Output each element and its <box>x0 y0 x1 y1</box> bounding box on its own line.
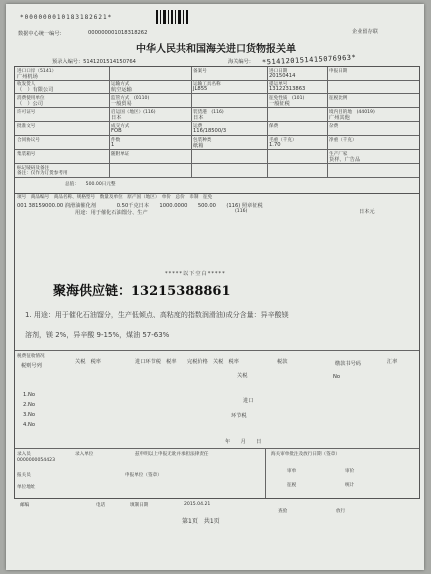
vehicle-name-value: JL855 <box>193 86 208 92</box>
packing-label: 包装种类 <box>193 138 212 143</box>
gross-weight-value: 1.70 <box>269 142 281 148</box>
tax-row-1: 1.No <box>23 392 36 398</box>
tax-col-duty-label: 关税 税率 <box>75 359 101 365</box>
stats-label: 统计 <box>345 483 355 488</box>
address-label: 邮编 <box>20 503 30 508</box>
import-port-value: 广州机场 <box>17 74 38 80</box>
entry-person-value: 0000000054423 <box>17 458 55 463</box>
gross-weight-label: 毛重（千克） <box>269 138 297 143</box>
entry-person-label: 录入员 <box>17 452 31 457</box>
consignee-label: 收发货人 <box>17 82 36 87</box>
entry-unit-label: 录入单位 <box>75 452 94 457</box>
barcode <box>156 10 190 24</box>
approval-label: 批准文号 <box>17 124 36 129</box>
misc-fee-label: 杂费 <box>329 124 339 129</box>
tax-date-line: 年 月 日 <box>225 439 262 445</box>
tax-col-rate-label: 汇率 <box>387 359 398 365</box>
audit-label: 审单 <box>287 469 297 474</box>
declarant-label: 报关员 <box>17 473 31 478</box>
consignee-value: （ ）有限公司 <box>17 87 54 93</box>
tax-nature-value: 一般征税 <box>269 101 290 107</box>
container-label: 集装箱号 <box>17 152 36 157</box>
tax-nature-label: 征免性质 (101) <box>269 96 305 101</box>
deal-method-label: 成交方式 <box>111 124 130 129</box>
page-indicator: 第1页 共1页 <box>182 518 220 525</box>
freight-label: 运费 <box>193 124 203 129</box>
import-date-label: 进口日期 <box>269 69 288 74</box>
customs-approval-label: 海关审单批注及放行日期（签章） <box>271 452 340 457</box>
freight-value: 116/18500/3 <box>193 128 227 134</box>
origin-country-value: 日本 <box>111 115 122 121</box>
marks-value: 备注：仅作为订货参考用 <box>17 171 68 176</box>
data-center-number-label: 数据中心统一编号： <box>18 31 65 37</box>
trade-mode-value: 一般贸易 <box>111 101 132 107</box>
tax-row-3: 3.No <box>23 412 36 418</box>
tax-method-label: 征税比例 <box>329 96 348 101</box>
purpose-note-line2: 溶剂，镁 2%，异辛酸 9-15%，煤油 57-63% <box>25 331 170 339</box>
customs-number-value: *514120151415076963* <box>261 53 357 67</box>
tax-section-header: 税费征收情况 <box>17 354 45 359</box>
goods-row-spec: 用途：用于催化石油馏分、生产 <box>75 210 148 216</box>
production-label: 生产厂家 <box>329 152 348 157</box>
loading-port-value: 日本 <box>193 115 204 121</box>
goods-table <box>14 192 420 499</box>
tax-row-4: 4.No <box>23 422 36 428</box>
stamp-label: 申报单位（签章） <box>125 473 162 478</box>
amount-value: 总值： 500.00日元整 <box>65 182 116 187</box>
marks-label: 标记唛码及备注 <box>17 166 50 171</box>
levy-label: 征税 <box>287 483 297 488</box>
origin-country-label: 启运国（地区）(116) <box>111 110 156 115</box>
destination-label: 境内目的地 (44019) <box>329 110 375 115</box>
release-label: 查验 <box>278 509 288 514</box>
tax-col-price-label: 完税价格 关税 税率 <box>187 359 239 365</box>
tax-no-label: No <box>333 374 341 380</box>
document-title: 中华人民共和国海关进口货物报关单 <box>136 44 296 55</box>
blank-notice: *****以下空白***** <box>165 271 226 277</box>
goods-header: 项号 商品编号 商品名称、规格型号 数量及单位 原产国（地区） 单价 总价 币制 征免 <box>17 195 213 200</box>
fill-date-label: 填制日期 <box>130 503 149 508</box>
declarant-unit-label: 单位地址 <box>17 485 36 490</box>
review-label: 审价 <box>345 469 355 474</box>
goods-row: 001 38159000.00 润滑油催化剂 0.50千克日本 1000.0000 500.00 (116) 照章征税 <box>17 203 263 209</box>
data-center-number-value: 000000001018318262 <box>88 30 148 36</box>
packing-value: 纸箱 <box>193 143 204 149</box>
pieces-label: 件数 <box>111 138 121 143</box>
copy-type: 企业留存联 <box>352 29 378 35</box>
purpose-note-line1: 1. 用途：用于催化石油馏分，生产低倾点、高粘度的指数润滑油)成分含量：异辛酸镁 <box>25 311 289 319</box>
import-date-value: 20150414 <box>269 73 296 79</box>
main-form-table <box>14 66 420 194</box>
consumer-label: 消费使用单位 <box>17 96 45 101</box>
tax-row-2: 2.No <box>23 402 36 408</box>
tax-col-ticket-label: 缴款书号码 <box>335 361 361 367</box>
documents-label: 随附单证 <box>111 152 130 157</box>
barcode-number: *000000010183182621* <box>20 14 113 21</box>
phone-label: 电话 <box>96 503 106 508</box>
license-label: 许可证号 <box>17 110 36 115</box>
consumer-value: （ ）公司 <box>17 101 43 107</box>
tax-col-tax-label: 税款 <box>277 359 288 365</box>
watermark-supply-chain: 聚海供应链：13215388861 <box>53 284 231 299</box>
goods-row-unit: (116) <box>235 209 248 214</box>
declare-date-label: 申报日期 <box>329 69 348 74</box>
declarant-statement: 兹申明以上申报无讹并承担法律责任 <box>135 452 209 457</box>
customs-declaration-document <box>6 4 424 570</box>
insurance-label: 保费 <box>269 124 279 129</box>
tax-duty-tax-label: 关税 <box>237 373 248 379</box>
bill-number-value: 13122313863 <box>269 86 306 92</box>
tax-col-vat-label: 进口环节税 税率 <box>135 359 177 365</box>
transport-mode-label: 运输方式 <box>111 82 130 87</box>
check-label: 放行 <box>336 509 346 514</box>
vehicle-name-label: 运输工具名称 <box>193 82 221 87</box>
contract-label: 合同协议号 <box>17 138 40 143</box>
pre-entry-number: 预录入编号：5141201514150764 <box>52 59 136 65</box>
net-weight-label: 净重（千克） <box>329 138 357 143</box>
destination-value: 广州其他 <box>329 115 350 121</box>
tax-ring-label: 环节税 <box>231 413 247 419</box>
pieces-value: 1 <box>111 142 115 148</box>
transport-mode-value: 航空运输 <box>111 87 132 93</box>
record-number-label: 备案号 <box>193 69 207 74</box>
trade-mode-label: 监管方式 (0110) <box>111 96 150 101</box>
fill-date-value: 2015.04.21 <box>184 502 211 507</box>
production-value: 货样、广告品 <box>329 157 361 163</box>
customs-number-label: 海关编号： <box>228 59 254 65</box>
goods-row-country: 日本元 <box>359 209 375 215</box>
import-port-label: 进口口岸（5141） <box>17 69 57 74</box>
tax-col-tax-number: 税则号列 <box>21 363 42 369</box>
tax-import-label: 进口 <box>243 398 254 404</box>
bill-number-label: 提运单号 <box>269 82 288 87</box>
loading-port-label: 装货港 (116) <box>193 110 224 115</box>
deal-method-value: FOB <box>111 128 122 134</box>
